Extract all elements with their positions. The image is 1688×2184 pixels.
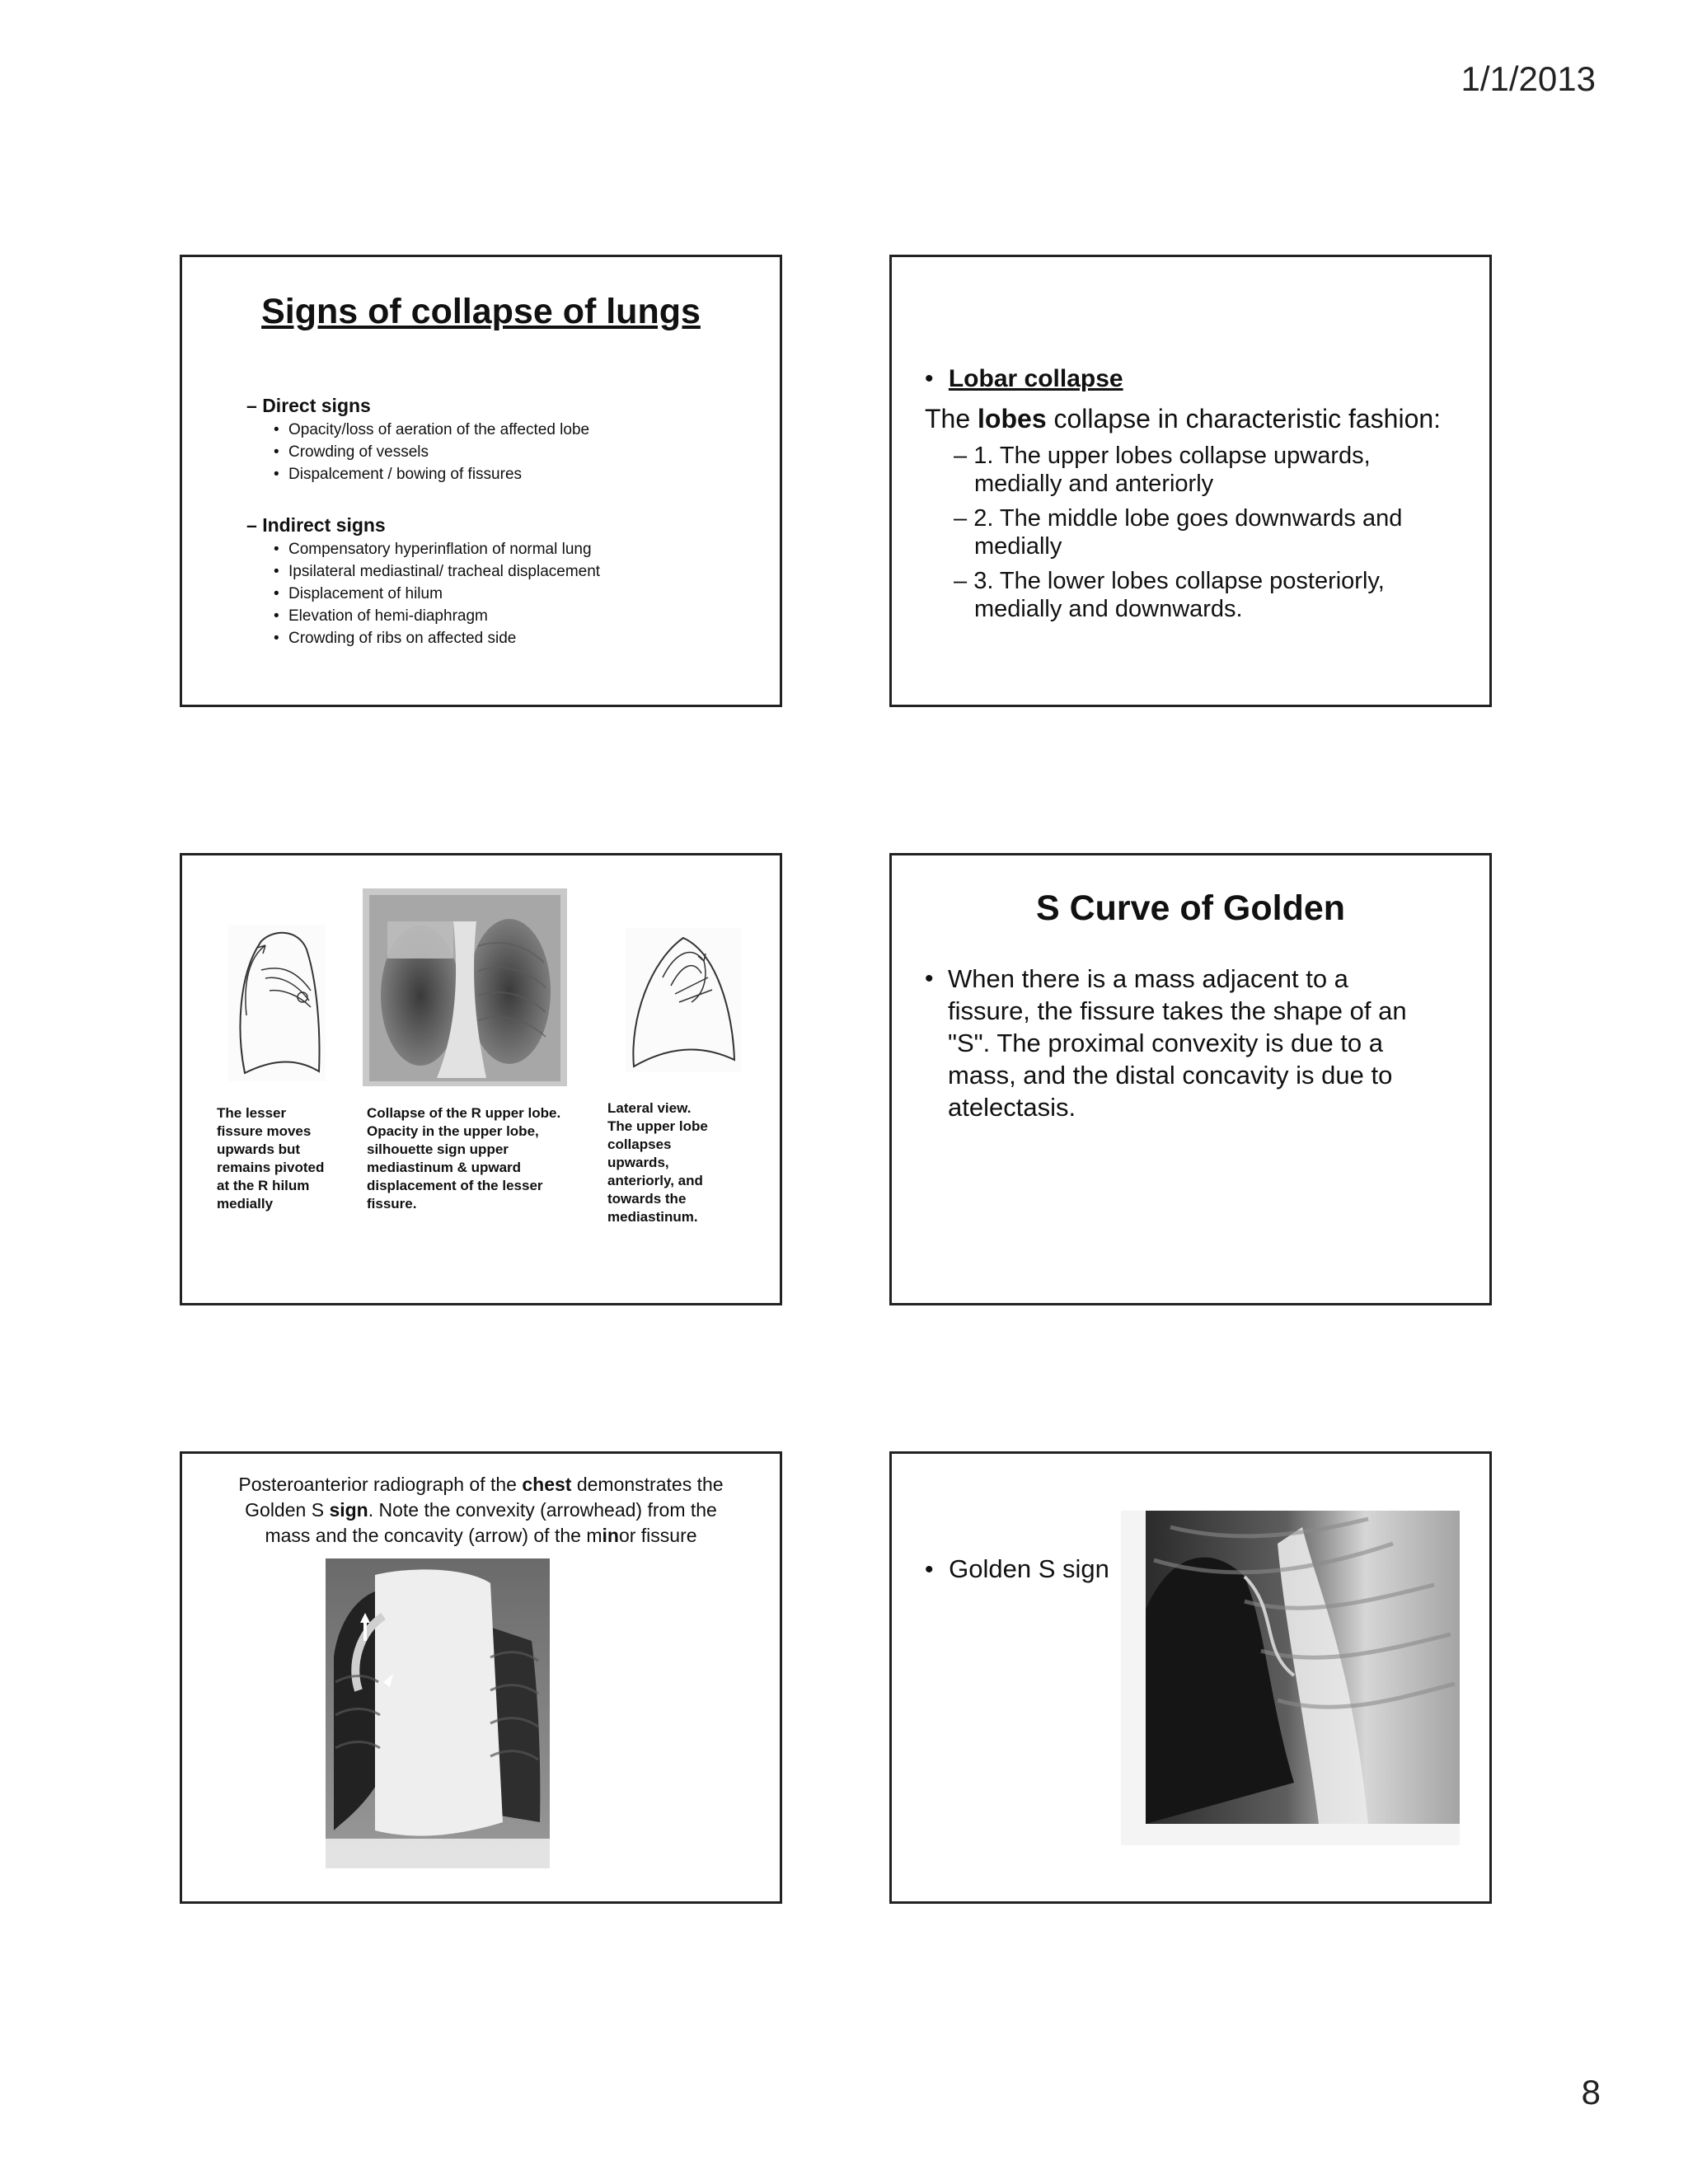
direct-signs-list	[274, 419, 589, 485]
caption-center: Collapse of the R upper lobe. Opacity in the upper lobe, silhouette sign upper mediastinum & upward displacement of the lesser fissure.	[367, 1105, 561, 1212]
slide-title: S Curve of Golden	[1035, 888, 1346, 928]
lobe-list	[954, 442, 1402, 623]
page-number: 8	[1581, 2073, 1601, 2111]
list-item: – 3. The lower lobes collapse posteriorly, medially and downwards.	[954, 568, 1385, 622]
list-item: – 1. The upper lobes collapse upwards, medially and anteriorly	[954, 443, 1371, 497]
caption-left: The lesser fissure moves upwards but remains pivoted at the R hilum medially	[217, 1105, 325, 1212]
image-caption: Posteroanterior radiograph of the chest demonstrates the Golden S sign. Note the convexity (arrowhead) from the mass and the concavity (arrow) of the minor fissure	[238, 1474, 724, 1546]
list-item: • Displacement of hilum	[274, 583, 600, 605]
bullet-text: • When there is a mass adjacent to a fissure, the fissure takes the shape of an "S". The proximal convexity is due to a mass, and the distal concavity is due to atelectasis.	[925, 964, 1407, 1122]
slide-s-curve-of-golden	[889, 853, 1492, 1305]
direct-signs-section	[246, 395, 589, 485]
indirect-signs-heading: – Indirect signs	[246, 514, 386, 536]
list-item: • Opacity/loss of aeration of the affected lobe	[274, 419, 589, 441]
list-item: • Crowding of vessels	[274, 441, 589, 463]
caption-right: Lateral view. The upper lobe collapses upwards, anteriorly, and towards the mediastinum.	[607, 1100, 708, 1225]
chest-xray-golden-s	[326, 1558, 550, 1868]
lateral-lung-diagram	[626, 928, 741, 1072]
bullet-title-row: • Lobar collapse	[925, 365, 1123, 392]
bullet-title: Lobar collapse	[948, 365, 1123, 392]
slide-title: Signs of collapse of lungs	[261, 292, 701, 331]
slide-signs-of-collapse	[180, 255, 782, 707]
frontal-lung-diagram	[228, 925, 326, 1081]
list-item: • Compensatory hyperinflation of normal lung	[274, 538, 600, 560]
list-item: • Dispalcement / bowing of fissures	[274, 463, 589, 485]
intro-text: The lobes collapse in characteristic fashion:	[925, 404, 1442, 434]
bullet-golden-s-sign: • Golden S sign	[925, 1554, 1109, 1583]
slide-golden-s-sign	[889, 1451, 1492, 1904]
list-item: • Crowding of ribs on affected side	[274, 627, 600, 649]
slide-upper-lobe-collapse	[180, 853, 782, 1305]
list-item: • Ipsilateral mediastinal/ tracheal displacement	[274, 560, 600, 583]
page-date: 1/1/2013	[1461, 59, 1596, 98]
indirect-signs-section	[246, 514, 600, 649]
list-item: – 2. The middle lobe goes downwards and medially	[954, 505, 1403, 560]
golden-s-xray-image	[1121, 1511, 1460, 1845]
indirect-signs-list	[274, 538, 600, 649]
slide-lobar-collapse	[889, 255, 1492, 707]
direct-signs-heading: – Direct signs	[246, 395, 371, 416]
chest-xray-image	[363, 888, 567, 1086]
slide-golden-s-radiograph	[180, 1451, 782, 1904]
list-item: • Elevation of hemi-diaphragm	[274, 605, 600, 627]
